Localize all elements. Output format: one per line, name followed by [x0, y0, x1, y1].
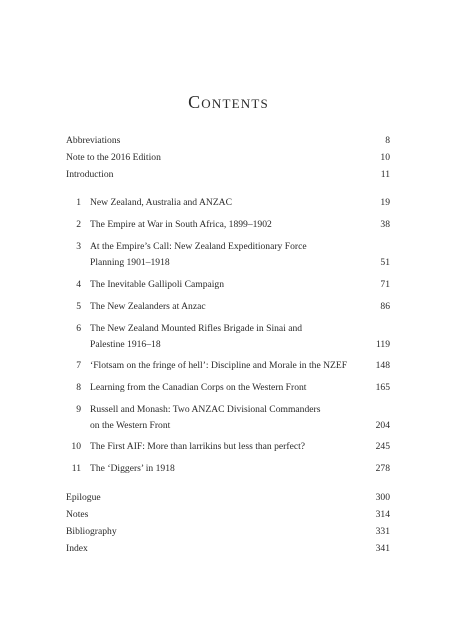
chapter-number: 6 [76, 323, 81, 334]
entry-page: 148 [375, 360, 390, 371]
chapter-title: Russell and Monash: Two ANZAC Divisional Commanders on the Western Front [90, 404, 321, 431]
chapter-number: 5 [76, 301, 81, 312]
entry-label: Epilogue [66, 492, 101, 503]
page-title: Contents [188, 92, 269, 112]
entry-page: 245 [375, 441, 390, 452]
entry-page: 331 [375, 526, 390, 537]
entry-page: 86 [380, 301, 390, 312]
chapter-title: The Empire at War in South Africa, 1899–1902 [90, 219, 272, 230]
chapter-title: The First AIF: More than larrikins but less than perfect? [90, 441, 306, 452]
chapter-number: 8 [76, 382, 81, 393]
entry-label: Note to the 2016 Edition [66, 152, 161, 163]
entry-page: 278 [375, 463, 390, 474]
chapter-number: 4 [76, 279, 81, 290]
entry-label: Introduction [66, 169, 114, 180]
chapter-number: 3 [76, 241, 81, 252]
entry-label: Index [66, 543, 88, 554]
chapter-title: The New Zealand Mounted Rifles Brigade in Sinai and Palestine 1916–18 [90, 323, 303, 350]
entry-label: Notes [66, 509, 89, 520]
chapter-title: The Inevitable Gallipoli Campaign [90, 279, 225, 290]
entry-page: 119 [375, 339, 390, 350]
chapter-title: New Zealand, Australia and ANZAC [90, 197, 233, 208]
entry-page: 51 [380, 257, 390, 268]
entry-page: 11 [380, 169, 390, 180]
chapter-number: 2 [76, 219, 81, 230]
chapter-title: At the Empire’s Call: New Zealand Expeditionary Force Planning 1901–1918 [90, 241, 307, 268]
entry-page: 300 [375, 492, 390, 503]
chapter-number: 7 [76, 360, 81, 371]
entry-page: 71 [380, 279, 390, 290]
chapter-number: 11 [71, 463, 81, 474]
entry-page: 8 [385, 135, 390, 146]
entry-page: 10 [380, 152, 390, 163]
chapter-title: The New Zealanders at Anzac [90, 301, 206, 312]
chapter-number: 10 [71, 441, 81, 452]
chapter-number: 1 [76, 197, 81, 208]
entry-label: Abbreviations [66, 135, 121, 146]
entry-page: 341 [375, 543, 390, 554]
chapter-title: Learning from the Canadian Corps on the Western Front [90, 382, 307, 393]
entry-label: Bibliography [66, 526, 117, 537]
chapter-title: ‘Flotsam on the fringe of hell’: Discipline and Morale in the NZEF [90, 360, 348, 371]
entry-page: 204 [375, 420, 390, 431]
entry-page: 38 [380, 219, 390, 230]
entry-page: 19 [380, 197, 390, 208]
entry-page: 165 [375, 382, 390, 393]
entry-page: 314 [375, 509, 390, 520]
chapter-title: The ‘Diggers’ in 1918 [90, 463, 175, 474]
chapter-number: 9 [76, 404, 81, 415]
